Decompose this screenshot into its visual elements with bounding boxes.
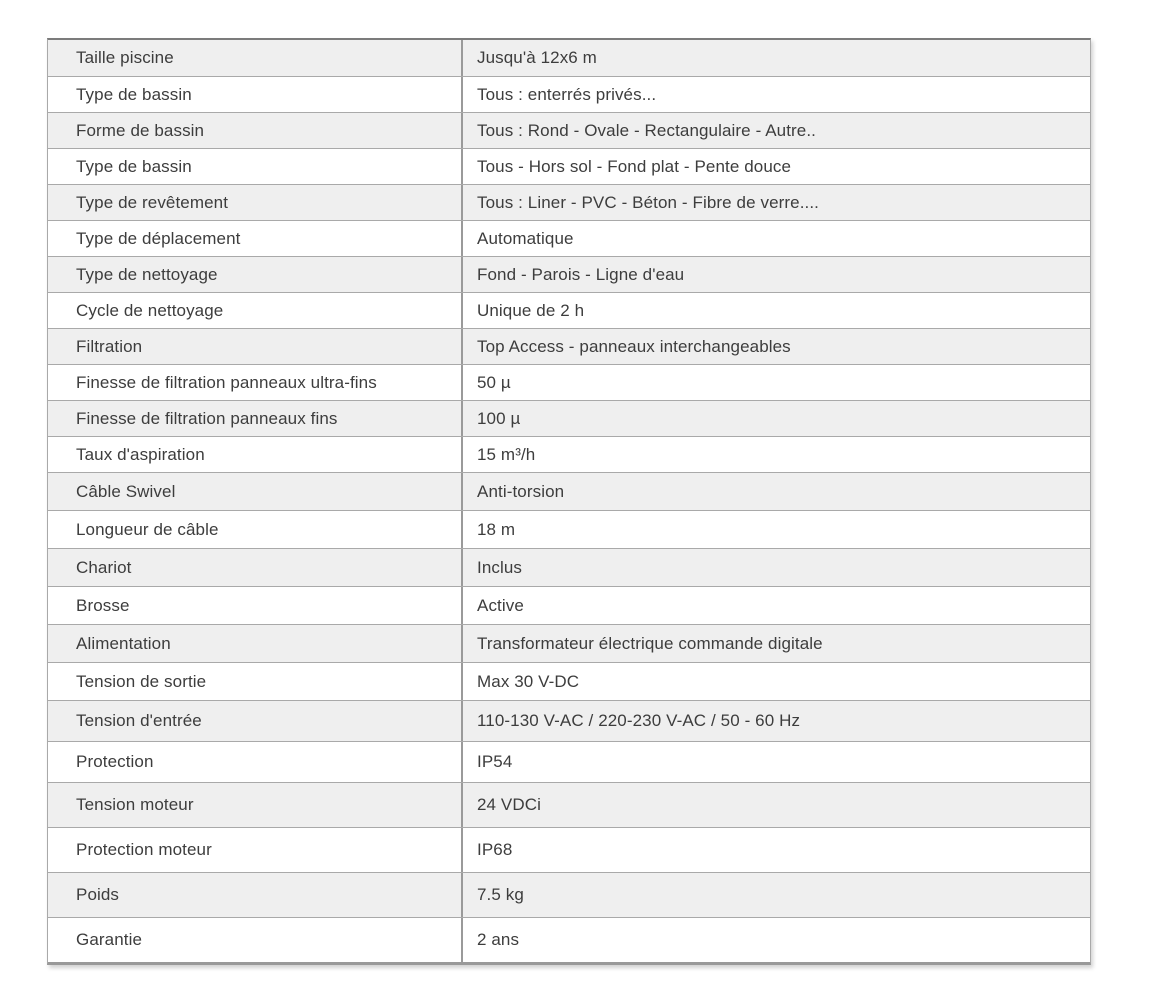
spec-name-cell: Protection moteur [48,828,463,872]
spec-name-cell: Finesse de filtration panneaux ultra-fins [48,365,463,400]
spec-value-cell: Tous - Hors sol - Fond plat - Pente douce [477,156,792,176]
spec-name-cell: Brosse [48,587,463,624]
specifications-table [47,38,1091,965]
spec-name-cell: Garantie [48,918,463,962]
spec-value-cell: Tous : Liner - PVC - Béton - Fibre de verre.... [477,192,819,212]
table-row [48,220,1090,256]
spec-name-cell: Câble Swivel [48,473,463,510]
spec-name-cell: Type de nettoyage [48,257,463,292]
spec-name-cell: Tension de sortie [48,663,463,700]
spec-value-cell: 18 m [477,519,516,539]
table-row [48,256,1090,292]
spec-value-cell: Top Access - panneaux interchangeables [477,336,791,356]
table-row [48,917,1090,962]
spec-value-cell: 7.5 kg [477,885,524,905]
spec-value-cell: Transformateur électrique commande digitale [477,633,823,653]
spec-name-cell: Chariot [48,549,463,586]
table-row [48,328,1090,364]
spec-name-cell: Longueur de câble [48,511,463,548]
table-row [48,741,1090,782]
spec-value-cell: 15 m³/h [477,444,536,464]
spec-name-cell: Taux d'aspiration [48,437,463,472]
spec-name-cell: Cycle de nettoyage [48,293,463,328]
table-row [48,700,1090,741]
spec-value-cell: Tous : Rond - Ovale - Rectangulaire - Autre.. [477,120,816,140]
table-row [48,472,1090,510]
spec-value-cell: Automatique [477,228,574,248]
spec-value-cell: Max 30 V-DC [477,671,580,691]
table-row [48,782,1090,827]
spec-value-cell: 2 ans [477,930,520,950]
table-row [48,112,1090,148]
spec-value-cell: Active [477,595,524,615]
spec-value-cell: 100 µ [477,408,521,428]
spec-name-cell: Forme de bassin [48,113,463,148]
spec-value-cell: IP68 [477,840,513,860]
spec-name-cell: Protection [48,742,463,782]
table-row [48,292,1090,328]
spec-name-cell: Filtration [48,329,463,364]
table-row [48,662,1090,700]
spec-value-cell: Unique de 2 h [477,300,585,320]
table-row [48,586,1090,624]
table-row [48,364,1090,400]
table-row [48,548,1090,586]
spec-value-cell: Fond - Parois - Ligne d'eau [477,264,685,284]
spec-value-cell: 50 µ [477,372,511,392]
spec-name-cell: Poids [48,873,463,917]
spec-name-cell: Type de revêtement [48,185,463,220]
table-row [48,76,1090,112]
spec-name-cell: Alimentation [48,625,463,662]
spec-name-cell: Tension d'entrée [48,701,463,741]
spec-value-cell: IP54 [477,752,513,772]
spec-name-cell: Finesse de filtration panneaux fins [48,401,463,436]
spec-value-cell: Inclus [477,557,523,577]
spec-name-cell: Type de bassin [48,77,463,112]
spec-value-cell: 110-130 V-AC / 220-230 V-AC / 50 - 60 Hz [477,711,801,731]
spec-name-cell: Taille piscine [48,40,463,76]
table-row [48,148,1090,184]
table-row [48,624,1090,662]
spec-value-cell: Anti-torsion [477,481,565,501]
table-row [48,184,1090,220]
spec-name-cell: Type de bassin [48,149,463,184]
table-row [48,400,1090,436]
spec-value-cell: Jusqu'à 12x6 m [477,48,597,68]
spec-name-cell: Tension moteur [48,783,463,827]
table-row [48,436,1090,472]
table-row [48,40,1090,76]
spec-value-cell: Tous : enterrés privés... [477,84,657,104]
table-row [48,827,1090,872]
spec-name-cell: Type de déplacement [48,221,463,256]
spec-value-cell: 24 VDCi [477,795,542,815]
table-row [48,872,1090,917]
table-row [48,510,1090,548]
